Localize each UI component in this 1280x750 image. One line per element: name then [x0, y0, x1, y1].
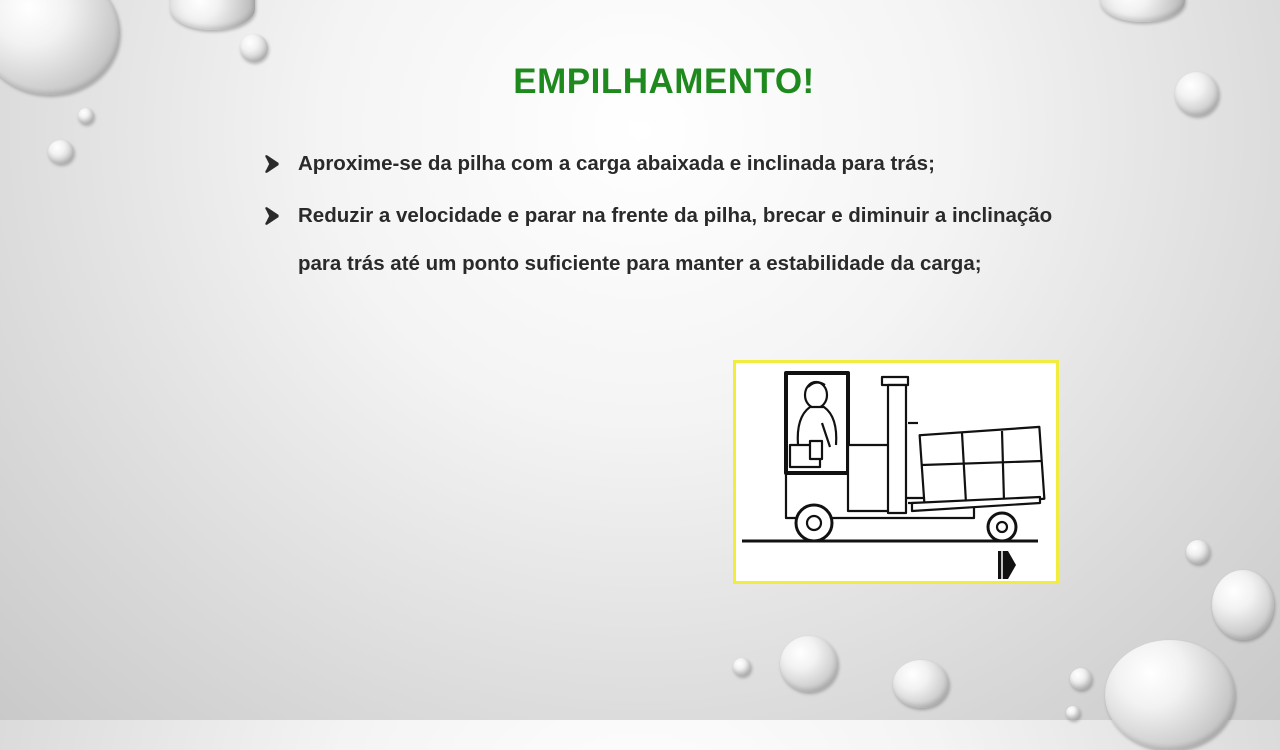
water-drop-decoration	[733, 658, 751, 676]
water-drop-decoration	[78, 108, 94, 124]
water-drop-decoration	[893, 660, 949, 708]
bullet-list	[262, 140, 1062, 288]
water-drop-decoration	[1100, 0, 1185, 22]
forklift-icon	[736, 363, 1056, 581]
bullet-text: Aproxime-se da pilha com a carga abaixada e inclinada para trás;	[298, 152, 935, 175]
water-drop-decoration	[780, 636, 838, 692]
water-drop-decoration	[1066, 706, 1080, 720]
water-drop-decoration	[1212, 570, 1274, 640]
arrow-bullet-icon	[262, 192, 286, 240]
list-item	[262, 140, 1062, 188]
list-item	[262, 192, 1062, 288]
slide-title: EMPILHAMENTO!	[513, 62, 815, 101]
bullet-text: Reduzir a velocidade e parar na frente da pilha, brecar e diminuir a inclinação para trás até um ponto suficiente para manter a estabilidade da carga;	[298, 204, 1053, 275]
water-drop-decoration	[1105, 640, 1235, 750]
water-drop-decoration	[1070, 668, 1092, 690]
water-drop-decoration	[240, 34, 268, 62]
water-drop-decoration	[48, 140, 74, 164]
forklift-illustration	[733, 360, 1059, 584]
water-drop-decoration	[1186, 540, 1210, 564]
arrow-bullet-icon	[262, 140, 286, 188]
water-drop-decoration	[170, 0, 255, 30]
